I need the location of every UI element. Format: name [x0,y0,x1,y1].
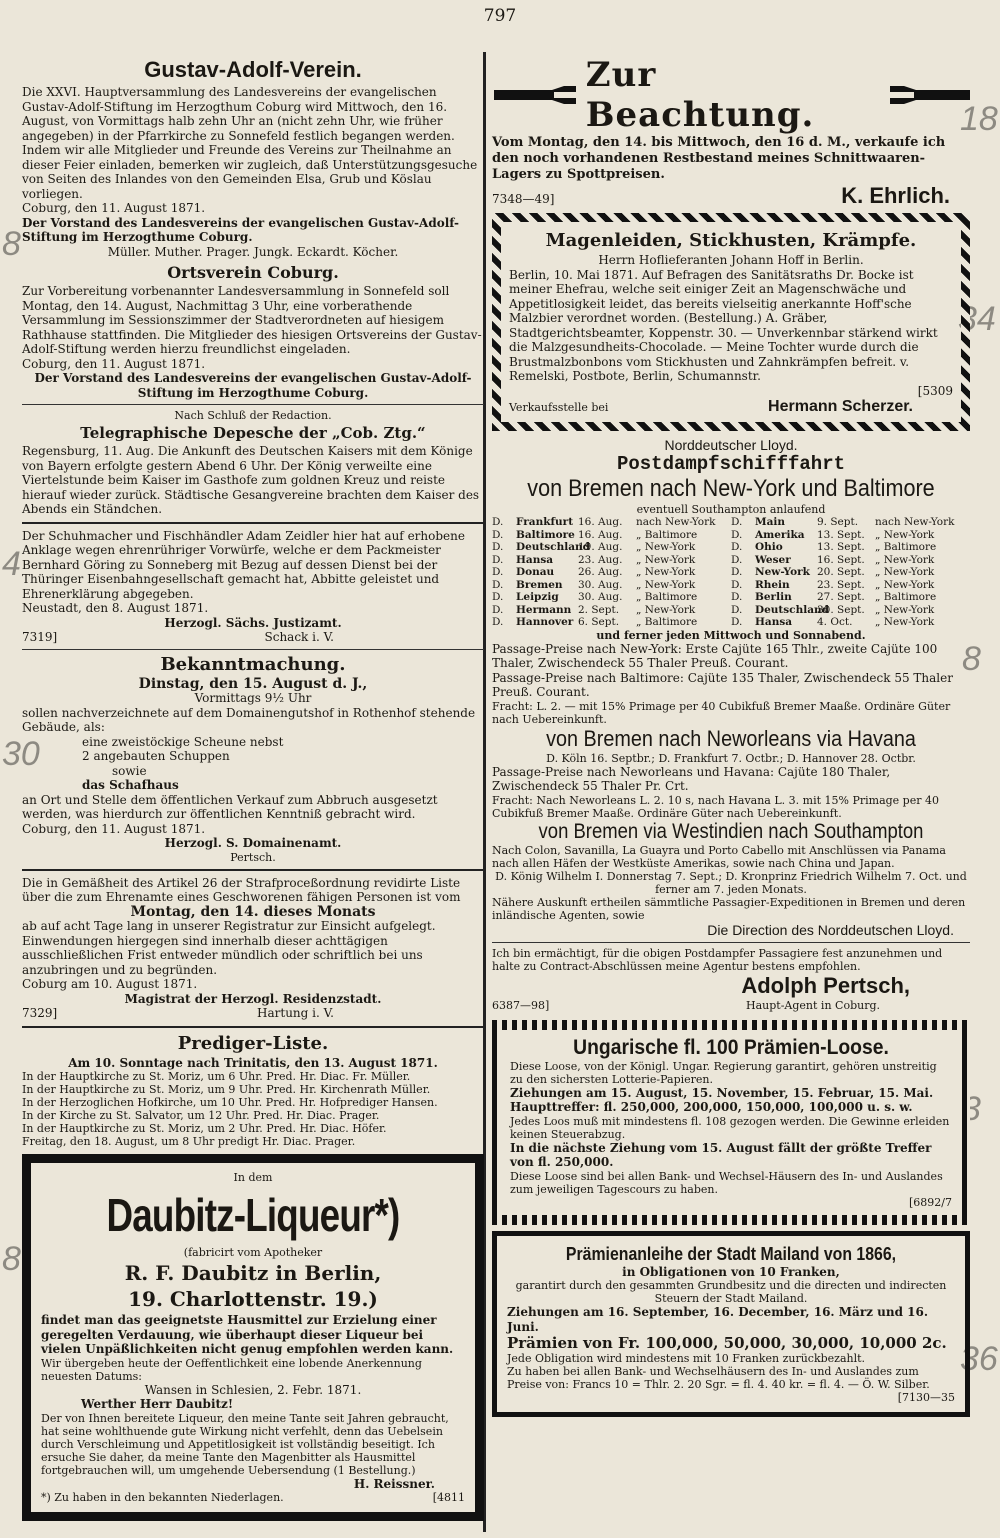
seller-name: Hermann Scherzer. [768,398,913,415]
pencil-mark: 8 [2,225,21,263]
reference-number: [7130—35 [897,1391,955,1404]
ship-name: Hansa [516,553,554,566]
list-item: In der Hauptkirche zu St. Moriz, um 6 Uhr. Pred. Hr. Diac. Fr. Müller. [22,1070,411,1083]
ad-maker-address: 19. Charlottenstr. 19.) [128,1287,378,1311]
ad-body: Zu haben bei allen Bank- und Wechselhäusern des In- und Auslandes zum Preise von: Francs 10 = Thlr. 2. 20 Sgr. = fl. 4. 40 kr. = fl. 4. — Ö. W. Silber. [507,1365,930,1391]
signer-name: Pertsch. [230,850,276,864]
ad-subtitle: in Obligationen von 10 Franken, [622,1264,840,1279]
ship-name: Deutschland [755,603,829,616]
ship-prefix: D. [731,541,743,553]
ship-prefix: D. [492,566,504,578]
agent-name: Adolph Pertsch, [741,972,910,998]
notice-date: Coburg, den 11. August 1871. [22,201,206,215]
company-name: Norddeutscher Lloyd. [664,437,798,453]
ad-maker: R. F. Daubitz in Berlin, [124,1261,382,1285]
list-subtitle: Am 10. Sonntage nach Trinitatis, den 13. August 1871. [68,1055,438,1070]
ship-prefix: D. [492,516,504,528]
departure-date: 4. Oct. [817,616,853,628]
ship-name: Ohio [755,541,783,553]
divider [22,649,484,650]
notice-date-line: Montag, den 14. dieses Monats [130,903,376,920]
draw-dates: Ziehungen am 15. August, 15. November, 15. Februar, 15. Mai. Haupttreffer: fl. 250,000, 200,000, 150,000, 100,000 u. s. w. [510,1085,934,1114]
schedule-entry [731,529,970,542]
destination: „ New-York [636,553,696,566]
route-title: von Bremen nach Neworleans via Havana [546,725,916,751]
list-item: Freitag, den 18. August, um 8 Uhr predigt Hr. Diac. Prager. [22,1135,356,1148]
departure-date: 30. Aug. [578,591,623,603]
agent-role: Haupt-Agent in Coburg. [746,998,880,1012]
destination: „ Baltimore [636,591,698,603]
ship-name: Frankfurt [516,516,574,528]
signer-name: Hartung i. V. [257,1006,334,1020]
departure-date: 23. Aug. [578,553,623,566]
letter-body: Der von Ihnen bereitete Liqueur, den meine Tante seit Jahren gebraucht, hat seine wohlthuende gute Wirkung nicht verfehlt, denn das Uebelsein durch Verschleimung und Appetitlosigkeit ist vollständig beseitigt. Ich ersuche Sie daher, da meine Tante den Magenbitter als Hausmittel fortgebrauchen will, um umgehende Uebersendung (1 Bestellung.) [41,1411,449,1477]
page-number: 797 [483,6,517,26]
departure-date: 23. Sept. [817,578,865,591]
ship-prefix: D. [731,591,743,603]
list-title: Prediger-Liste. [177,1032,329,1054]
departure-date: 13. Sept. [817,541,865,553]
ad-body: Berlin, 10. Mai 1871. Auf Befragen des Sanitätsraths Dr. Bocke ist meiner Ehefrau, welche seit einiger Zeit an Magenschwäche und Appetitlosigkeit leidet, das bereits vielseitig anerkannte Hoff'sche Malzbier verordnet worden. (Bestellung.) A. Gräber, Stadtgerichtsbeamter, Koppenstr. 30. — Unverkennbar stärkend wirkt die Malzgesundheits-Chocolade. — Meine Tochter wurde durch die Brustmalzbonbons vom Stickhusten und Zahnkrämpfen befreit. v. Remelski, Postbote, Berlin, Schumannstr. [509,267,938,383]
destination: „ Baltimore [875,591,937,603]
notice-title: Bekanntmachung. [160,653,346,675]
departure-date: 26. Aug. [578,566,623,578]
ad-guarantee: garantirt durch den gesammten Grundbesitz und die directen und indirecten Steuern der Stadt Mailand. [515,1279,947,1305]
departure-date: 19. Aug. [578,541,623,553]
ad-body: Diese Loose, von der Königl. Ungar. Regierung garantirt, gehören unstreitig zu den sichersten Lotterie-Papieren. [510,1059,937,1086]
ad-title: Daubitz-Liqueur*) [106,1189,400,1241]
reference-number: [5309 [917,383,953,398]
notice-title: Ortsverein Coburg. [167,263,339,282]
departure-date: 16. Aug. [578,516,623,528]
route-note: eventuell Southampton anlaufend [636,503,826,516]
ship-name: Amerika [755,528,805,541]
telegraph-notice [22,409,484,517]
service-title: Postdampfschifffahrt [616,453,846,475]
daubitz-advertisement [22,1154,484,1521]
departure-date: 27. Sept. [817,591,865,603]
list-item: In der Hauptkirche zu St. Moriz, um 2 Uhr. Pred. Hr. Diac. Höfer. [22,1122,387,1135]
ship-prefix: D. [492,616,504,628]
letter-salutation: Werther Herr Daubitz! [81,1397,234,1411]
bekanntmachung-notice [22,654,484,864]
ad-title: Zur Beachtung. [585,55,815,135]
ship-prefix: D. [731,553,743,566]
notice-date: Coburg, den 11. August 1871. [22,821,206,836]
freight-rate: Fracht: Nach Neworleans L. 2. 10 s, nach Havana L. 3. mit 15% Primage per 40 Cubikfuß Bremer Maaße. Ordinäre Güter nach Uebereinkunft. [492,793,939,820]
ad-footnote: *) Zu haben in den bekannten Niederlagen. [41,1491,284,1504]
building-item: sowie [112,763,147,778]
zeidler-notice [22,529,484,645]
reference-number: 7348—49] [492,192,555,206]
pencil-mark: 18 [960,100,998,138]
pencil-mark: 8 [962,640,981,678]
telegraph-note: Nach Schluß der Redaction. [174,409,332,422]
passage-price: Passage-Preise nach New-York: Erste Cajüte 165 Thlr., zweite Cajüte 100 Thaler, Zwischendeck 55 Thaler Preuß. Courant. [492,641,938,670]
notice-body: sollen nachverzeichnete auf dem Domainengutshof in Rothenhof stehende Gebäude, als: [22,705,476,734]
reference-number: 7319] [22,630,58,644]
notice-signature: Herzogl. S. Domainenamt. [164,836,342,850]
notice-date: Coburg, den 11. August 1871. [22,356,206,371]
destination: „ Baltimore [636,616,698,628]
schedule-row [492,616,970,629]
signer-name: Schack i. V. [264,630,334,644]
destination: nach New-York [636,516,716,528]
ship-prefix: D. [492,591,504,603]
destination: „ New-York [875,603,935,616]
route-title: von Bremen nach New-York und Baltimore [527,475,935,502]
ortsverein-notice [22,263,484,400]
ship-name: Donau [516,566,555,578]
reference-number: 7329] [22,1006,58,1020]
mailand-advertisement [492,1231,970,1418]
notice-body: ab auf acht Tage lang in unserer Registratur zur Einsicht aufgelegt. Einwendungen hiergegen sind innerhalb dieser achttägigen ausschließlichen Frist entweder mündlich oder schriftlich bei uns anzubringen und zu begründen. [22,919,436,977]
departure-date: 2. Sept. [578,603,620,616]
pencil-mark: 36 [960,1340,998,1378]
notice-body: an Ort und Stelle dem öffentlichen Verkauf zum Abbruch ausgesetzt werden, was hierdurch zur öffentlichen Kenntniß gebracht wird. [22,792,438,821]
list-item: In der Herzoglichen Hofkirche, um 10 Uhr. Pred. Hr. Hofprediger Hansen. [22,1096,438,1109]
ship-name: Hermann [516,603,572,616]
ship-prefix: D. [731,616,743,628]
ungarische-loose-advertisement [492,1020,970,1225]
ad-body: Vom Montag, den 14. bis Mittwoch, den 16 d. M., verkaufe ich den noch vorhandenen Restbestand meines Schnittwaaren-Lagers zu Spottpreisen. [492,135,946,182]
notice-body: Die in Gemäßheit des Artikel 26 der Strafproceßordnung revidirte Liste über die zum Ehrenamte eines Geschworenen fähigen Personen ist vom [22,875,461,904]
divider [22,1026,484,1028]
schedule-entry [731,604,970,617]
notice-body: Der Schuhmacher und Fischhändler Adam Zeidler hier hat auf erhobene Anklage wegen ehrenrühriger Vorwürfe, welche er dem Packmeister Bernhard Göring zu Sonneberg mit Bezug auf dessen Dienst bei der Thüringer Eisenbahngesellschaft gemacht hat, Abbitte geleistet und Ehrenerklärung abgegeben. [22,528,465,601]
schedule-entry [492,516,731,529]
schedule-row [492,529,970,542]
departure-date: 16. Aug. [578,528,623,541]
prize-amounts: Prämien von Fr. 100,000, 50,000, 30,000, 10,000 2c. [507,1334,947,1352]
lloyd-advertisement [492,437,970,1012]
destination: „ New-York [875,578,935,591]
destination: „ Baltimore [875,541,937,553]
ad-body: Wir übergeben heute der Oeffentlichkeit eine lobende Anerkennung neuesten Datums: [41,1356,422,1383]
seller-label: Verkaufsstelle bei [509,401,609,414]
ship-name: Weser [755,553,791,566]
reference-number: 6387—98] [492,998,550,1012]
ship-prefix: D. [731,516,743,528]
departure-date: 30. Aug. [578,578,623,591]
schedule-entry [731,516,970,529]
destination: „ New-York [636,566,696,578]
next-draw: In die nächste Ziehung vom 15. August fällt der größte Treffer von fl. 250,000. [510,1140,932,1169]
ship-name: Hansa [755,616,793,628]
ship-name: Bremen [516,578,563,591]
ship-name: Hannover [516,616,574,628]
passage-price: Passage-Preise nach Baltimore: Cajüte 135 Thaler, Zwischendeck 55 Thaler Preuß. Courant. [492,670,953,699]
pencil-mark: 34 [958,300,996,338]
notice-body: Zur Vorbereitung vorbenannter Landesversammlung in Sonnefeld soll Montag, den 14. August, Nachmittag 3 Uhr, eine vorberathende Versammlung im Sessionszimmer der Stadtverordneten auf hiesigem Rathhause stattfinden. Die Mitglieder des hiesigen Ortsvereins der Gustav-Adolf-Stiftung werden hierzu freundlichst eingeladen. [22,284,482,356]
ad-intro: In dem [233,1171,273,1184]
divider [22,869,484,871]
notice-date: Neustadt, den 8. August 1871. [22,601,209,615]
ad-title: Magenleiden, Stickhusten, Krämpfe. [545,230,917,251]
letter-signer: H. Reissner. [353,1476,435,1491]
departure-date: 9. Sept. [817,516,859,528]
divider [492,942,970,943]
schedule-row [492,541,970,554]
notice-body: Die XXVI. Hauptversammlung des Landesvereins der evangelischen Gustav-Adolf-Stiftung im Herzogthum Coburg wird Mittwoch, den 16. August, von Vormittags halb zehn Uhr an (nicht zehn Uhr, wie früher angegeben) in der Pfarrkirche zu Sonnefeld festlich begangen werden. Indem wir alle Mitglieder und Freunde des Vereins zur Theilnahme an dieser Feier einladen, bemerken wir zugleich, daß Unterstützungsgesuche von Seiten des Inlandes von den Gemeinden Elsa, Grub und Köslau vorliegen. [22,85,478,201]
pencil-mark: 3 [962,1090,981,1128]
schedule-entry [492,554,731,567]
letter-place: Wansen in Schlesien, 2. Febr. 1871. [144,1382,362,1397]
schedule-entry [731,541,970,554]
schedule-entry [731,591,970,604]
hoff-advertisement [492,213,970,431]
departure-date: 13. Sept. [817,528,865,541]
schedule-table [492,516,970,629]
telegraph-title: Telegraphische Depesche der „Cob. Ztg.“ [80,424,426,442]
direction-name: Die Direction des Norddeutschen Lloyd. [707,921,954,938]
reference-number: [6892/7 [909,1195,952,1209]
prediger-liste [22,1033,484,1149]
route-title: von Bremen via Westindien nach Southampton [538,819,924,843]
ad-title: Ungarische fl. 100 Prämien-Loose. [573,1035,889,1059]
notice-signature: Magistrat der Herzogl. Residenzstadt. [124,991,382,1006]
pointing-hand-icon [886,84,970,106]
destination: „ New-York [636,541,696,553]
destination: „ Baltimore [636,528,698,541]
agent-text: Ich bin ermächtigt, für die obigen Postdampfer Passagiere fest anzunehmen und halte zu Contract-Abschlüssen meine Agentur bestens empfohlen. [492,946,943,973]
draw-dates: Ziehungen am 16. September, 16. December, 16. März und 16. Juni. [507,1305,929,1334]
schedule-entry [492,604,731,617]
schedule-row [492,554,970,567]
freight-rate: Fracht: L. 2. — mit 15% Primage per 40 Cubikfuß Bremer Maaße. Ordinäre Güter nach Uebereinkunft. [492,699,951,726]
ad-body: Jedes Loos muß mit mindestens fl. 108 gezogen werden. Die Gewinne erleiden keinen Steuerabzug. [510,1114,950,1141]
reference-number: [4811 [432,1491,465,1504]
route-schedule: Nach Colon, Savanilla, La Guayra und Porto Cabello mit Anschlüssen via Panama nach allen Häfen der Westküste Amerikas, sowie nach China und Japan. [492,843,946,870]
divider [22,522,484,524]
ship-prefix: D. [492,553,504,566]
ship-name: Berlin [755,591,792,603]
ship-prefix: D. [492,528,504,541]
auction-time: Vormittags 9½ Uhr [194,691,312,705]
notice-signature: Der Vorstand des Landesvereins der evangelischen Gustav-Adolf-Stiftung im Herzogthume Coburg. [22,215,459,244]
geschworene-notice [22,876,484,1021]
notice-signature: Der Vorstand des Landesvereins der evangelischen Gustav-Adolf-Stiftung im Herzogthume Coburg. [34,371,472,400]
divider [22,404,484,405]
destination: „ New-York [636,603,696,616]
ship-prefix: D. [731,603,743,616]
ad-body: Jede Obligation wird mindestens mit 10 Franken zurückbezahlt. [507,1352,866,1365]
ad-body: findet man das geeignetste Hausmittel zur Erzielung einer geregelten Verdauung, wie überhaupt dieser Liqueur bei vielen Unpäßlichkeiten nicht genug empfohlen werden kann. [41,1313,454,1356]
notice-signature: Herzogl. Sächs. Justizamt. [164,615,342,630]
auction-date: Dinstag, den 15. August d. J., [138,675,368,692]
ad-title: Prämienanleihe der Stadt Mailand von 1866, [565,1243,897,1264]
schedule-entry [492,566,731,579]
list-item: In der Hauptkirche zu St. Moriz, um 9 Uhr. Pred. Hr. Kirchenrath Müller. [22,1083,431,1096]
destination: „ New-York [875,528,935,541]
building-item: eine zweistöckige Scheune nebst [82,734,284,749]
ship-prefix: D. [731,578,743,591]
schedule-row [492,516,970,529]
destination: nach New-York [875,516,955,528]
schedule-entry [492,591,731,604]
ship-prefix: D. [492,603,504,616]
destination: „ New-York [875,553,935,566]
departure-date: 30. Sept. [817,603,865,616]
destination: „ New-York [875,566,935,578]
schedule-entry [492,616,731,629]
ship-name: Main [755,516,786,528]
ship-name: New-York [755,566,810,578]
building-item: das Schafhaus [82,778,179,792]
passage-price: Passage-Preise nach Neworleans und Havana: Cajüte 180 Thaler, Zwischendeck 55 Thaler Pr. Crt. [492,764,891,793]
notice-title: Gustav-Adolf-Verein. [144,57,362,82]
schedule-row [492,579,970,592]
notice-date: Coburg am 10. August 1871. [22,977,198,991]
departure-date: 6. Sept. [578,616,620,628]
schedule-entry [492,541,731,554]
schedule-entry [731,579,970,592]
list-item: In der Kirche zu St. Salvator, um 12 Uhr. Pred. Hr. Diac. Prager. [22,1109,380,1122]
left-column [22,55,484,1521]
ship-name: Rhein [755,578,790,591]
schedule-note: und ferner jeden Mittwoch und Sonnabend. [596,628,866,642]
right-column [492,55,970,1417]
departure-date: 16. Sept. [817,553,865,566]
ship-prefix: D. [492,541,504,553]
schedule-entry [731,566,970,579]
pencil-mark: 8 [2,1240,21,1278]
building-item: 2 angebauten Schuppen [82,749,230,763]
schedule-entry [731,554,970,567]
ship-prefix: D. [731,528,743,541]
route-schedule: D. König Wilhelm I. Donnerstag 7. Sept.; D. Kronprinz Friedrich Wilhelm 7. Oct. und ferner am 7. jeden Monats. [495,869,967,896]
beachtung-advertisement [492,55,970,209]
advertiser-name: K. Ehrlich. [841,183,950,208]
schedule-row [492,566,970,579]
ship-prefix: D. [492,578,504,591]
route-schedule: D. Köln 16. Septbr.; D. Frankfurt 7. Octbr.; D. Hannover 28. Octbr. [546,751,916,765]
schedule-row [492,591,970,604]
ship-name: Deutschland [516,541,590,553]
ship-name: Baltimore [516,528,575,541]
departure-date: 20. Sept. [817,566,865,578]
schedule-entry [492,579,731,592]
ad-addressee: Herrn Hoflieferanten Johann Hoff in Berlin. [598,253,864,267]
pencil-mark: 30 [2,735,40,773]
ship-name: Leipzig [516,591,559,603]
ship-prefix: D. [731,566,743,578]
gustav-adolf-notice [22,57,484,259]
destination: „ New-York [875,616,935,628]
schedule-entry [492,529,731,542]
notice-names: Müller. Muther. Prager. Jungk. Eckardt. Köcher. [107,244,399,259]
schedule-entry [731,616,970,629]
schedule-row [492,604,970,617]
destination: „ New-York [636,578,696,591]
info-text: Nähere Auskunft ertheilen sämmtliche Passagier-Expeditionen in Bremen und deren inländische Agenten, sowie [492,895,966,922]
ad-subtitle: (fabricirt vom Apotheker [183,1246,323,1259]
pointing-hand-icon [492,84,576,106]
ad-body: Diese Loose sind bei allen Bank- und Wechsel-Häusern des In- und Auslandes zum jeweiligen Tagescours zu haben. [510,1169,943,1196]
telegraph-body: Regensburg, 11. Aug. Die Ankunft des Deutschen Kaisers mit dem Könige von Bayern erfolgte gestern Abend 6 Uhr. Der König verweilte eine Viertelstunde beim Kaiser im Gasthofe zum goldnen Kreuz und reiste hierauf wieder zurück. Städtische Gesangvereine brachten dem Kaiser des Abends ein Ständchen. [22,444,480,516]
pencil-mark: 4 [2,545,21,583]
